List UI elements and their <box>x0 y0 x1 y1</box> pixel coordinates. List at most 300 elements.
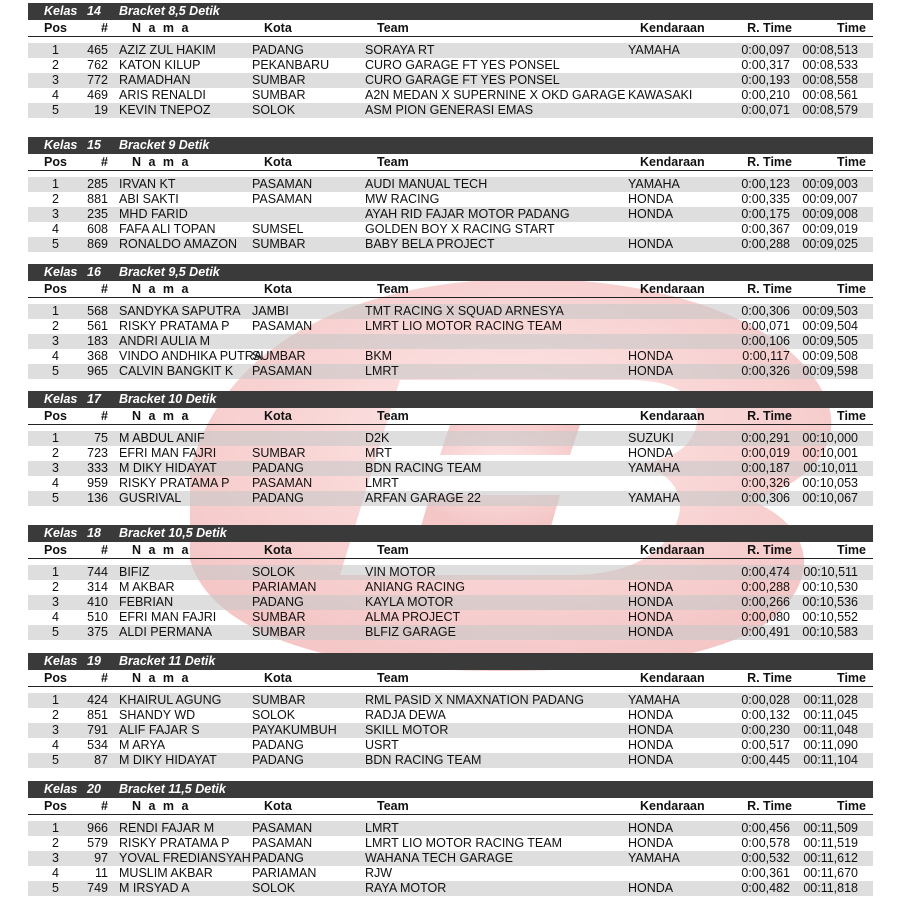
kelas-section <box>28 781 873 908</box>
cell-pos: 5 <box>52 753 59 767</box>
cell-nama: CALVIN BANGKIT K <box>119 364 234 378</box>
cell-kota: PADANG <box>252 43 304 57</box>
cell-rtime: 0:00,361 <box>741 866 790 880</box>
cell-kendaraan: YAMAHA <box>628 43 680 57</box>
cell-nama: GUSRIVAL <box>119 491 182 505</box>
cell-time: 00:11,612 <box>803 851 858 865</box>
column-header-kendaraan: Kendaraan <box>640 21 705 35</box>
cell-rtime: 0:00,335 <box>741 192 790 206</box>
cell-pos: 1 <box>52 43 59 57</box>
bracket-title: Bracket 11 Detik <box>119 654 216 668</box>
cell-kota: SUMBAR <box>252 693 306 707</box>
table-row <box>28 73 873 88</box>
cell-num: 75 <box>94 431 108 445</box>
cell-kendaraan: HONDA <box>628 237 674 251</box>
cell-rtime: 0:00,117 <box>742 349 790 363</box>
cell-team: VIN MOTOR <box>365 565 436 579</box>
results-table <box>28 693 873 768</box>
table-row <box>28 364 873 379</box>
cell-nama: IRVAN KT <box>119 177 176 191</box>
cell-num: 469 <box>87 88 108 102</box>
kelas-label: Kelas <box>44 392 78 406</box>
cell-team: BDN RACING TEAM <box>365 753 482 767</box>
cell-team: BABY BELA PROJECT <box>365 237 495 251</box>
cell-kota: PASAMAN <box>252 476 313 490</box>
cell-rtime: 0:00,193 <box>741 73 790 87</box>
kelas-label: Kelas <box>44 782 78 796</box>
column-header-time: Time <box>837 799 866 813</box>
table-row <box>28 821 873 836</box>
column-header-nama: N a m a <box>132 21 191 35</box>
bracket-title: Bracket 10,5 Detik <box>119 526 227 540</box>
cell-pos: 4 <box>52 349 59 363</box>
cell-kendaraan: HONDA <box>628 708 674 722</box>
column-header-nama: N a m a <box>132 799 191 813</box>
cell-rtime: 0:00,456 <box>741 821 790 835</box>
cell-pos: 5 <box>52 491 59 505</box>
bracket-title: Bracket 11,5 Detik <box>119 782 226 796</box>
results-table <box>28 821 873 896</box>
cell-rtime: 0:00,482 <box>741 881 790 895</box>
column-header-nama: N a m a <box>132 155 191 169</box>
cell-nama: RISKY PRATAMA P <box>119 836 230 850</box>
bracket-title: Bracket 9 Detik <box>119 138 210 152</box>
column-header-team: Team <box>377 21 409 35</box>
results-table <box>28 177 873 252</box>
cell-team: A2N MEDAN X SUPERNINE X OKD GARAGE <box>365 88 626 102</box>
section-header <box>28 653 873 670</box>
cell-rtime: 0:00,080 <box>741 610 790 624</box>
cell-nama: RAMADHAN <box>119 73 191 87</box>
column-headers <box>28 408 873 425</box>
cell-time: 00:09,598 <box>802 364 858 378</box>
cell-rtime: 0:00,106 <box>741 334 790 348</box>
cell-nama: KATON KILUP <box>119 58 201 72</box>
cell-nama: M DIKY HIDAYAT <box>119 753 217 767</box>
section-header <box>28 391 873 408</box>
cell-time: 00:10,001 <box>802 446 858 460</box>
kelas-label: Kelas <box>44 4 78 18</box>
column-header-nama: N a m a <box>132 282 191 296</box>
cell-nama: M DIKY HIDAYAT <box>119 461 217 475</box>
column-header-time: Time <box>837 543 866 557</box>
cell-nama: FEBRIAN <box>119 595 174 609</box>
column-headers <box>28 20 873 37</box>
cell-pos: 2 <box>52 580 59 594</box>
cell-pos: 3 <box>52 461 59 475</box>
table-row <box>28 304 873 319</box>
cell-rtime: 0:00,019 <box>741 446 790 460</box>
table-row <box>28 192 873 207</box>
column-header-num: # <box>101 671 108 685</box>
cell-rtime: 0:00,445 <box>741 753 790 767</box>
column-header-num: # <box>101 155 108 169</box>
cell-num: 762 <box>87 58 108 72</box>
cell-team: ANIANG RACING <box>365 580 466 594</box>
column-header-pos: Pos <box>44 21 67 35</box>
column-header-kota: Kota <box>264 671 292 685</box>
cell-rtime: 0:00,187 <box>741 461 790 475</box>
cell-team: CURO GARAGE FT YES PONSEL <box>365 73 560 87</box>
cell-time: 00:10,067 <box>802 491 858 505</box>
cell-num: 11 <box>95 866 108 880</box>
column-header-rtime: R. Time <box>747 543 792 557</box>
column-header-nama: N a m a <box>132 543 191 557</box>
kelas-number: 16 <box>87 265 101 279</box>
table-row <box>28 177 873 192</box>
kelas-label: Kelas <box>44 526 78 540</box>
table-row <box>28 446 873 461</box>
cell-num: 136 <box>87 491 108 505</box>
cell-team: BKM <box>365 349 393 363</box>
cell-nama: RISKY PRATAMA P <box>119 476 230 490</box>
cell-num: 959 <box>87 476 108 490</box>
cell-kota: PADANG <box>252 595 304 609</box>
cell-kendaraan: HONDA <box>628 580 674 594</box>
cell-time: 00:10,583 <box>802 625 858 639</box>
column-header-kota: Kota <box>264 409 292 423</box>
cell-kendaraan: HONDA <box>628 723 674 737</box>
column-header-pos: Pos <box>44 282 67 296</box>
cell-pos: 3 <box>52 851 59 865</box>
cell-time: 00:11,670 <box>803 866 858 880</box>
cell-num: 749 <box>87 881 108 895</box>
cell-time: 00:08,579 <box>802 103 858 117</box>
column-headers <box>28 542 873 559</box>
results-table <box>28 304 873 379</box>
table-row <box>28 753 873 768</box>
kelas-section <box>28 137 873 264</box>
cell-kota: PASAMAN <box>252 192 313 206</box>
kelas-number: 18 <box>87 526 101 540</box>
cell-kota: SUMBAR <box>252 237 306 251</box>
table-row <box>28 491 873 506</box>
cell-pos: 5 <box>52 237 59 251</box>
cell-num: 561 <box>87 319 108 333</box>
cell-kota: PARIAMAN <box>252 866 317 880</box>
table-row <box>28 431 873 446</box>
cell-team: LMRT <box>365 821 399 835</box>
cell-team: MW RACING <box>365 192 440 206</box>
cell-kota: SUMBAR <box>252 88 306 102</box>
column-header-kendaraan: Kendaraan <box>640 671 705 685</box>
cell-pos: 1 <box>52 304 59 318</box>
kelas-number: 14 <box>87 4 101 18</box>
cell-rtime: 0:00,123 <box>741 177 790 191</box>
cell-pos: 5 <box>52 625 59 639</box>
table-row <box>28 88 873 103</box>
cell-pos: 2 <box>52 192 59 206</box>
cell-team: LMRT <box>365 476 399 490</box>
cell-time: 00:10,511 <box>803 565 858 579</box>
cell-time: 00:11,048 <box>803 723 858 737</box>
column-header-team: Team <box>377 543 409 557</box>
column-header-team: Team <box>377 282 409 296</box>
cell-num: 568 <box>87 304 108 318</box>
cell-team: MRT <box>365 446 392 460</box>
cell-rtime: 0:00,175 <box>741 207 790 221</box>
cell-team: ARFAN GARAGE 22 <box>365 491 482 505</box>
cell-kota: PAYAKUMBUH <box>252 723 337 737</box>
bracket-title: Bracket 9,5 Detik <box>119 265 220 279</box>
cell-kota: SOLOK <box>252 881 296 895</box>
cell-time: 00:11,519 <box>803 836 858 850</box>
cell-kota: PASAMAN <box>252 177 313 191</box>
cell-nama: SANDYKA SAPUTRA <box>119 304 241 318</box>
column-header-rtime: R. Time <box>747 155 792 169</box>
cell-rtime: 0:00,326 <box>741 364 790 378</box>
kelas-section <box>28 653 873 780</box>
cell-nama: M AKBAR <box>119 580 175 594</box>
cell-kendaraan: HONDA <box>628 753 674 767</box>
cell-rtime: 0:00,306 <box>741 304 790 318</box>
cell-nama: SHANDY WD <box>119 708 196 722</box>
cell-time: 00:11,509 <box>803 821 858 835</box>
kelas-section <box>28 525 873 652</box>
cell-nama: EFRI MAN FAJRI <box>119 610 217 624</box>
cell-team: CURO GARAGE FT YES PONSEL <box>365 58 560 72</box>
column-header-team: Team <box>377 155 409 169</box>
cell-time: 00:09,505 <box>802 334 858 348</box>
cell-num: 97 <box>94 851 108 865</box>
cell-nama: ALDI PERMANA <box>119 625 213 639</box>
cell-team: WAHANA TECH GARAGE <box>365 851 513 865</box>
section-header <box>28 525 873 542</box>
cell-time: 00:08,558 <box>802 73 858 87</box>
cell-team: D2K <box>365 431 390 445</box>
cell-nama: VINDO ANDHIKA PUTRA <box>119 349 263 363</box>
cell-rtime: 0:00,367 <box>741 222 790 236</box>
cell-time: 00:10,530 <box>802 580 858 594</box>
column-header-kendaraan: Kendaraan <box>640 799 705 813</box>
cell-nama: ARIS RENALDI <box>119 88 206 102</box>
table-row <box>28 610 873 625</box>
cell-time: 00:09,025 <box>802 237 858 251</box>
cell-nama: KEVIN TNEPOZ <box>119 103 211 117</box>
cell-kendaraan: HONDA <box>628 207 674 221</box>
cell-kota: PASAMAN <box>252 821 313 835</box>
cell-team: SKILL MOTOR <box>365 723 449 737</box>
cell-kota: PASAMAN <box>252 836 313 850</box>
cell-team: LMRT LIO MOTOR RACING TEAM <box>365 836 563 850</box>
table-row <box>28 565 873 580</box>
table-row <box>28 851 873 866</box>
cell-kota: PADANG <box>252 461 304 475</box>
column-header-num: # <box>101 799 108 813</box>
cell-pos: 1 <box>52 431 59 445</box>
cell-num: 869 <box>87 237 108 251</box>
cell-kota: PADANG <box>252 491 304 505</box>
cell-team: ASM PION GENERASI EMAS <box>365 103 534 117</box>
cell-nama: RISKY PRATAMA P <box>119 319 230 333</box>
cell-kendaraan: HONDA <box>628 364 674 378</box>
results-table <box>28 43 873 118</box>
column-header-team: Team <box>377 409 409 423</box>
table-row <box>28 103 873 118</box>
section-header <box>28 3 873 20</box>
column-header-pos: Pos <box>44 799 67 813</box>
cell-num: 314 <box>87 580 108 594</box>
cell-kendaraan: YAMAHA <box>628 851 680 865</box>
cell-pos: 3 <box>52 723 59 737</box>
cell-num: 723 <box>87 446 108 460</box>
cell-time: 00:11,104 <box>803 753 858 767</box>
cell-team: BLFIZ GARAGE <box>365 625 456 639</box>
cell-team: LMRT LIO MOTOR RACING TEAM <box>365 319 563 333</box>
column-headers <box>28 281 873 298</box>
cell-team: AYAH RID FAJAR MOTOR PADANG <box>365 207 570 221</box>
cell-num: 375 <box>87 625 108 639</box>
cell-rtime: 0:00,288 <box>741 237 790 251</box>
cell-time: 00:10,536 <box>802 595 858 609</box>
table-row <box>28 222 873 237</box>
section-header <box>28 137 873 154</box>
cell-team: RML PASID X NMAXNATION PADANG <box>365 693 585 707</box>
cell-pos: 5 <box>52 364 59 378</box>
cell-kota: SOLOK <box>252 708 296 722</box>
table-row <box>28 708 873 723</box>
cell-kota: SUMBAR <box>252 73 306 87</box>
cell-time: 00:10,000 <box>802 431 858 445</box>
cell-kendaraan: HONDA <box>628 349 674 363</box>
column-header-kota: Kota <box>264 799 292 813</box>
cell-num: 608 <box>87 222 108 236</box>
cell-pos: 4 <box>52 610 59 624</box>
table-row <box>28 723 873 738</box>
cell-pos: 5 <box>52 881 59 895</box>
cell-kota: PADANG <box>252 738 304 752</box>
cell-num: 579 <box>87 836 108 850</box>
cell-rtime: 0:00,230 <box>741 723 790 737</box>
column-header-team: Team <box>377 671 409 685</box>
cell-nama: ABI SAKTI <box>119 192 179 206</box>
kelas-section <box>28 3 873 130</box>
cell-num: 851 <box>87 708 108 722</box>
table-row <box>28 595 873 610</box>
cell-kendaraan: KAWASAKI <box>628 88 693 102</box>
cell-time: 00:09,007 <box>802 192 858 206</box>
cell-team: AUDI MANUAL TECH <box>365 177 488 191</box>
table-row <box>28 693 873 708</box>
column-header-team: Team <box>377 799 409 813</box>
cell-nama: FAFA ALI TOPAN <box>119 222 216 236</box>
cell-rtime: 0:00,578 <box>741 836 790 850</box>
kelas-section <box>28 264 873 391</box>
cell-kendaraan: HONDA <box>628 446 674 460</box>
cell-pos: 2 <box>52 836 59 850</box>
cell-team: TMT RACING X SQUAD ARNESYA <box>365 304 564 318</box>
cell-time: 00:11,090 <box>803 738 858 752</box>
table-row <box>28 207 873 222</box>
cell-kendaraan: HONDA <box>628 192 674 206</box>
column-header-rtime: R. Time <box>747 21 792 35</box>
cell-time: 00:08,513 <box>802 43 858 57</box>
cell-time: 00:08,533 <box>802 58 858 72</box>
cell-kota: PASAMAN <box>252 364 313 378</box>
cell-team: ALMA PROJECT <box>365 610 461 624</box>
cell-time: 00:08,561 <box>802 88 858 102</box>
cell-nama: MUSLIM AKBAR <box>119 866 213 880</box>
cell-nama: KHAIRUL AGUNG <box>119 693 222 707</box>
results-table <box>28 565 873 640</box>
cell-rtime: 0:00,532 <box>741 851 790 865</box>
cell-num: 465 <box>87 43 108 57</box>
column-header-time: Time <box>837 409 866 423</box>
column-header-kendaraan: Kendaraan <box>640 543 705 557</box>
column-header-time: Time <box>837 21 866 35</box>
cell-time: 00:09,019 <box>802 222 858 236</box>
cell-team: USRT <box>365 738 399 752</box>
cell-pos: 4 <box>52 738 59 752</box>
cell-nama: ALIF FAJAR S <box>119 723 200 737</box>
table-row <box>28 237 873 252</box>
kelas-label: Kelas <box>44 138 78 152</box>
bracket-title: Bracket 8,5 Detik <box>119 4 220 18</box>
cell-rtime: 0:00,291 <box>741 431 790 445</box>
cell-team: RAYA MOTOR <box>365 881 447 895</box>
column-header-num: # <box>101 21 108 35</box>
cell-pos: 4 <box>52 866 59 880</box>
cell-kendaraan: HONDA <box>628 610 674 624</box>
cell-kendaraan: HONDA <box>628 881 674 895</box>
table-row <box>28 836 873 851</box>
cell-nama: M IRSYAD A <box>119 881 190 895</box>
cell-time: 00:11,818 <box>803 881 858 895</box>
cell-pos: 4 <box>52 476 59 490</box>
cell-nama: MHD FARID <box>119 207 188 221</box>
cell-rtime: 0:00,071 <box>741 103 790 117</box>
cell-time: 00:09,508 <box>802 349 858 363</box>
cell-kendaraan: YAMAHA <box>628 693 680 707</box>
table-row <box>28 334 873 349</box>
cell-team: LMRT <box>365 364 399 378</box>
cell-rtime: 0:00,097 <box>741 43 790 57</box>
cell-nama: M ABDUL ANIF <box>119 431 205 445</box>
kelas-number: 20 <box>87 782 101 796</box>
cell-num: 183 <box>87 334 108 348</box>
table-row <box>28 580 873 595</box>
column-header-time: Time <box>837 671 866 685</box>
column-header-time: Time <box>837 282 866 296</box>
cell-pos: 3 <box>52 334 59 348</box>
column-header-time: Time <box>837 155 866 169</box>
cell-rtime: 0:00,071 <box>741 319 790 333</box>
cell-nama: RONALDO AMAZON <box>119 237 238 251</box>
column-header-num: # <box>101 409 108 423</box>
cell-num: 881 <box>87 192 108 206</box>
kelas-label: Kelas <box>44 654 78 668</box>
column-header-kendaraan: Kendaraan <box>640 155 705 169</box>
cell-kota: SUMBAR <box>252 349 306 363</box>
cell-num: 19 <box>94 103 108 117</box>
column-header-pos: Pos <box>44 409 67 423</box>
column-header-num: # <box>101 282 108 296</box>
cell-time: 00:09,503 <box>802 304 858 318</box>
cell-pos: 1 <box>52 693 59 707</box>
table-row <box>28 349 873 364</box>
column-header-kendaraan: Kendaraan <box>640 409 705 423</box>
cell-pos: 3 <box>52 207 59 221</box>
column-headers <box>28 798 873 815</box>
cell-rtime: 0:00,028 <box>741 693 790 707</box>
cell-rtime: 0:00,517 <box>741 738 790 752</box>
cell-team: RADJA DEWA <box>365 708 446 722</box>
table-row <box>28 881 873 896</box>
cell-time: 00:09,003 <box>802 177 858 191</box>
table-row <box>28 738 873 753</box>
cell-pos: 4 <box>52 88 59 102</box>
cell-rtime: 0:00,306 <box>741 491 790 505</box>
